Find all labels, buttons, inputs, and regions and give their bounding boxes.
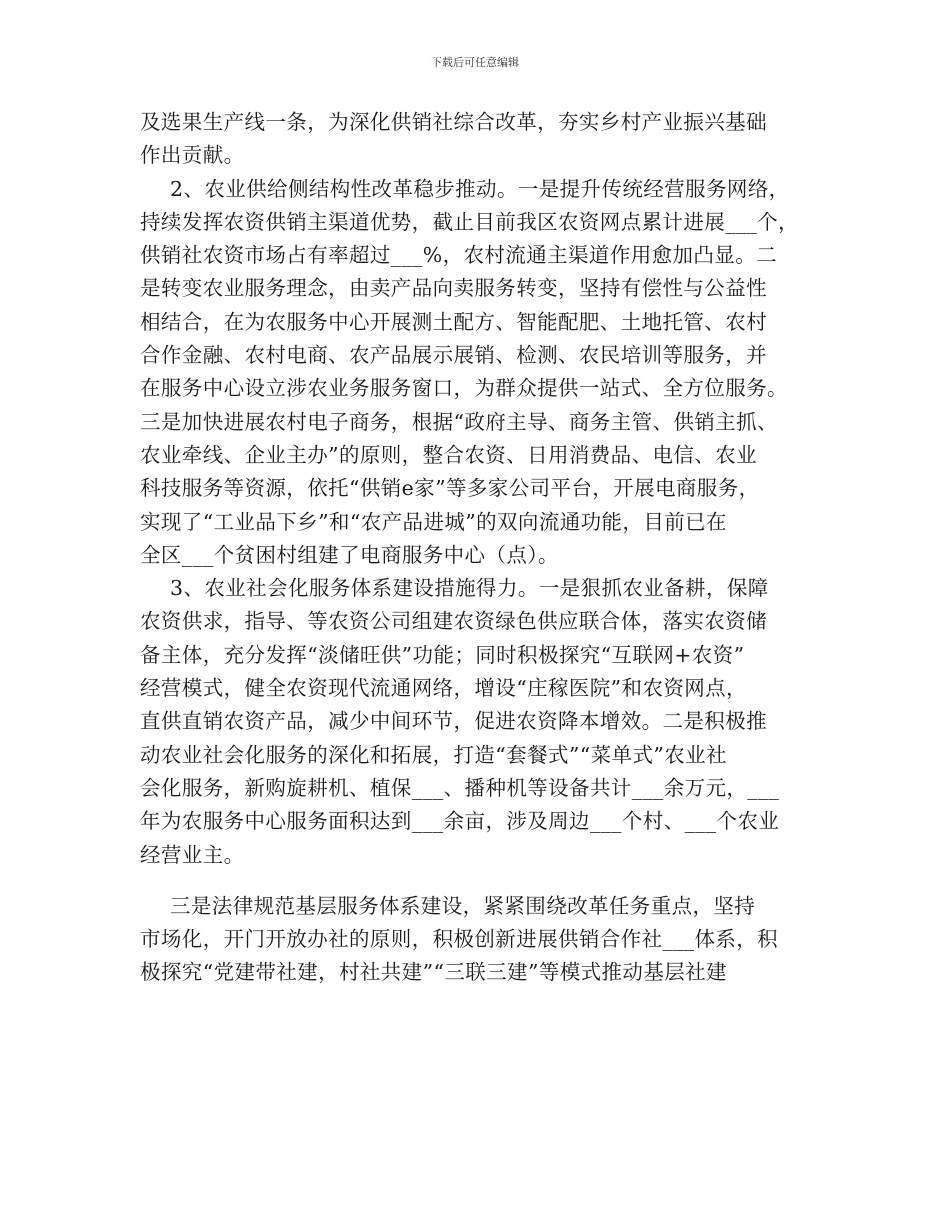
text-line: 直供直销农资产品，减少中间环节，促进农资降本增效。二是积极推	[140, 709, 767, 734]
text-line: 经营业主。	[140, 842, 245, 867]
text-line: 年为农服务中心服务面积达到___余亩，涉及周边___个村、___个农业	[140, 809, 780, 834]
paragraph	[140, 173, 840, 573]
paragraph	[140, 890, 840, 990]
text-line: 动农业社会化服务的深化和拓展，打造“套餐式”“菜单式”农业社	[140, 742, 727, 767]
text-line: 会化服务，新购旋耕机、植保___、播种机等设备共计___余万元，___	[140, 775, 780, 800]
text-line: 实现了“工业品下乡”和“农产品进城”的双向流通功能，目前已在	[140, 509, 727, 534]
text-line: 极探究“党建带社建，村社共建”“三联三建”等模式推动基层社建	[140, 960, 727, 985]
document-body	[140, 106, 840, 990]
text-line: 备主体，充分发挥“淡储旺供”功能；同时积极探究“互联网+农资”	[140, 642, 745, 667]
text-line: 是转变农业服务理念，由卖产品向卖服务转变，坚持有偿性与公益性	[140, 276, 767, 301]
text-line: 农业牵线、企业主办”的原则，整合农资、日用消费品、电信、农业	[140, 442, 757, 467]
text-line: 供销社农资市场占有率超过___%，农村流通主渠道作用愈加凸显。二	[140, 243, 778, 268]
text-line: 农资供求，指导、等农资公司组建农资绿色供应联合体，落实农资储	[140, 609, 767, 634]
text-line: 全区___个贫困村组建了电商服务中心（点）。	[140, 542, 559, 567]
text-line: 及选果生产线一条，为深化供销社综合改革，夯实乡村产业振兴基础	[140, 110, 767, 134]
text-line: 相结合，在为农服务中心开展测土配方、智能配肥、土地托管、农村	[140, 309, 767, 334]
text-line: 作出贡献。	[140, 143, 245, 168]
text-line: 2、农业供给侧结构性改革稳步推动。一是提升传统经营服务网络，	[170, 176, 790, 201]
text-line: 科技服务等资源，依托“供销e家”等多家公司平台，开展电商服务，	[140, 476, 760, 501]
text-line: 三是法律规范基层服务体系建设，紧紧围绕改革任务重点，坚持	[170, 893, 756, 918]
paragraph-gap	[140, 872, 840, 890]
text-line: 在服务中心设立涉农业务服务窗口，为群众提供一站式、全方位服务。	[140, 376, 788, 401]
text-line: 3、农业社会化服务体系建设措施得力。一是狠抓农业备耕，保障	[170, 576, 769, 601]
paragraph	[140, 572, 840, 872]
text-line: 三是加快进展农村电子商务，根据“政府主导、商务主管、供销主抓、	[140, 409, 778, 434]
text-line: 经营模式，健全农资现代流通网络，增设“庄稼医院”和农资网点，	[140, 676, 747, 701]
page-header: 下载后可任意编辑	[431, 56, 519, 69]
text-line: 合作金融、农村电商、农产品展示展销、检测、农民培训等服务，并	[140, 343, 767, 368]
paragraph	[140, 106, 840, 173]
text-line: 持续发挥农资供销主渠道优势，截止目前我区农资网点累计进展___个，	[140, 209, 799, 234]
text-line: 市场化，开门开放办社的原则，积极创新进展供销合作社___体系，积	[140, 927, 779, 952]
